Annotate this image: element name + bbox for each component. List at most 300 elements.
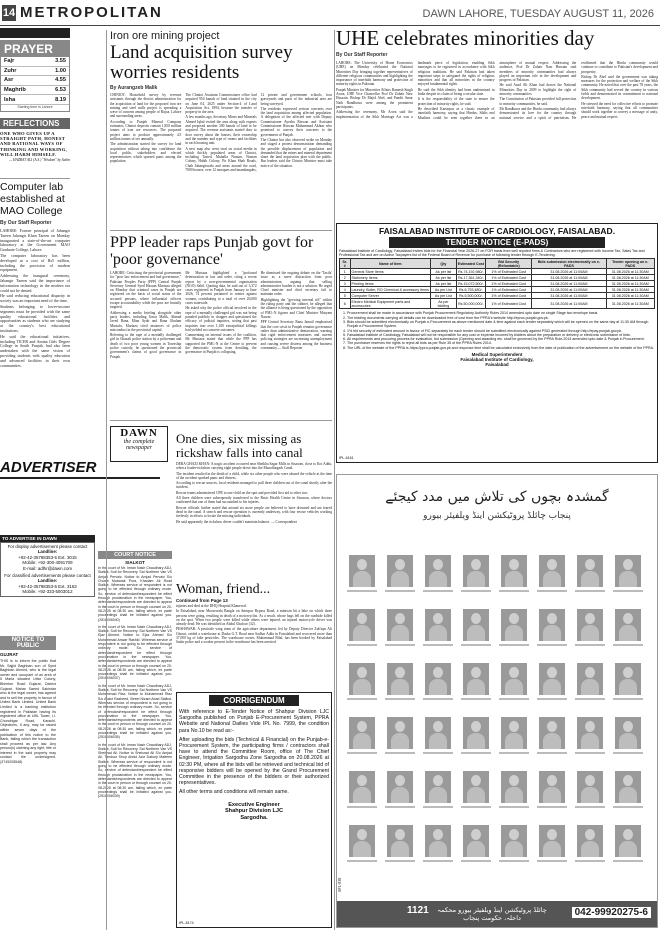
missing-child-photo	[387, 717, 413, 749]
court-notice-item: In the court of Mr. Imran Nasir Chaudhary ADJ, Sialkot, Suit for Recovery. Sai Northern Van VS Ejaz Ahmed. Notice to Ejaz Ahmed S/o Muhammad Anwar Rashid. Whereas service of respondent is not going to be effected through ordinary mode. So, service of defendant/respondent be effect through proclamation in the newspaper. You, defendants/respondents are directed to appear in the court in person or through counsel on 20-08-2026 at 08:30 am, failing which, ex parte proceedings shall be initiated against you. (2516006037)	[98, 624, 172, 681]
missing-child-photo	[501, 663, 527, 695]
photo-caption	[423, 860, 453, 862]
iron-ore-kicker: Iron ore mining project	[110, 30, 220, 42]
missing-child-photo	[577, 663, 603, 695]
missing-child-photo	[501, 609, 527, 641]
photo-caption	[423, 644, 453, 646]
missing-child-photo	[425, 663, 451, 695]
missing-child-photo	[577, 771, 603, 803]
missing-child-photo	[425, 555, 451, 587]
missing-child-photo	[615, 609, 641, 641]
iron-ore-paragraph: A few months ago, Secretary Mines and Minerals Ahmed Iqbal visited the area along with experts and proposed another 300 kanals of land to be acquired. The revenue assistants started door to door survey about the houses, their ownership and the number and type of rooms and facilities in each housing unit.	[185, 115, 257, 146]
prayer-time: 8.19	[55, 96, 66, 103]
photo-caption	[499, 752, 529, 754]
missing-child-photo	[539, 825, 565, 857]
photo-caption	[499, 698, 529, 700]
prayer-time: 3.55	[55, 58, 66, 65]
computer-lab-paragraph: The computer laboratory has been developed at a cost of Rs5 million, including the provision of modern equipment.	[0, 252, 70, 273]
iron-ore-paragraph: According to Punjab Mineral Company estimates, Chiniot deposits contain 1,850 million tonnes of iron ore resources. The proposed project aims to produce approximately 4.5 million tonnes of ore annually.	[110, 119, 182, 141]
photo-caption	[613, 698, 643, 700]
tender-cell: Rs.50,000,000/-	[456, 299, 485, 309]
prayer-row	[1, 67, 69, 77]
tender-note: 1. Procurement shall be made in accordance with Punjab Procurement Regulatory Authority Rules 2014 amended upto date on single Stage two envelope basis.	[347, 311, 655, 315]
tender-cell: As per List	[431, 287, 457, 293]
missing-child-photo	[425, 609, 451, 641]
tender-note: 4. 1% bid security of estimated amount in favour of FIC separately for each tender should be submitted electronically against PSID generated through http://epay.punjab.gov.pk.	[347, 329, 655, 333]
advertise-box-title: TO ADVERTISE IN DAWN	[0, 535, 95, 542]
tender-cell: Rs.15,072,500/-	[458, 281, 484, 286]
photo-caption	[537, 698, 567, 700]
tender-cell: Rs.74,192,980/-	[458, 269, 484, 274]
rickshaw-paragraph: According to rescue sources, local residents managed to pull three children out of the canal shortly after the incident.	[176, 481, 332, 490]
missing-child-photo	[615, 717, 641, 749]
court-title: COURT NOTICE	[98, 551, 172, 559]
rickshaw-headline: One dies, six missing as rickshaw falls into canal	[176, 431, 303, 460]
tender-intro: Faisalabad Institute of Cardiology, Faisalabad invites bids for the Financial Year 2026-27 on FOR basis from well reputed firms & Contractors who are registered with Income Tax, Sales Tax and Professional Tax and are on Active Taxpayers list of the Federal Board of Revenue for purchase of following tender through E-Tendering.	[339, 249, 645, 258]
iron-ore-paragraph: The Chiniot Assistant Commissioner office had acquired 954 kanals of land situated in the city on June 04, 2025 under Section-4 of Land Acquisition Act, 1894, because the transfer of property in the area.	[185, 93, 257, 115]
issue-date: DAWN LAHORE, TUESDAY AUGUST 11, 2026	[422, 8, 654, 20]
tender-cell: 6	[340, 299, 351, 309]
uhe-byline: By Our Staff Reporter	[336, 52, 388, 58]
prayer-time: 1.00	[55, 67, 66, 74]
uhe-paragraph: It is the responsibility of the state to ensure the protection of minority rights, he said.	[417, 97, 495, 106]
tender-cell: 31.08.2026 at 11:00AM	[532, 299, 606, 309]
tender-title: TENDER NOTICE (E-PADS)	[389, 237, 605, 248]
photo-caption	[537, 806, 567, 808]
photo-caption	[347, 644, 377, 646]
photo-caption	[537, 644, 567, 646]
corrigendum-p1: With reference to E-Tender Notice of Shahpur Division LJC Sargodha published on Punjab E-Procurement System, PPRA Website and National Dailies Vide IPL No. 7999, the condition para No.10 be read as:-	[179, 709, 329, 734]
tender-cell: Electro Medical Equipment parts and accessories	[350, 299, 431, 309]
tender-ipl: IPL-6161	[339, 456, 354, 460]
rickshaw-paragraph: DERA GHAZI KHAN: A tragic accident occurred near Sheikha Sagar Mills in Sisawan, close to Kot Addu, when a loader-rickshaw carrying eight people drove into the Muzaffargarh Canal.	[176, 462, 332, 471]
photo-caption	[461, 806, 491, 808]
photo-caption	[385, 752, 415, 754]
woman-body	[176, 604, 332, 645]
photo-caption	[461, 644, 491, 646]
landline-phone-2: +92-42-35788353-5 Ext. 3163	[18, 583, 77, 589]
prayer-name: Zuhr	[4, 67, 17, 74]
tender-cell: 1% of Estimated Cost	[485, 299, 532, 309]
missing-child-photo	[349, 555, 375, 587]
ad-email: E-mail: adlhr@dawn.com	[22, 565, 73, 571]
dawn-ad-tag1: the complete	[123, 439, 155, 445]
corrigendum-sign-title: Executive Engineer	[228, 801, 280, 808]
missing-child-photo	[387, 555, 413, 587]
uhe-headline: UHE celebrates minorities day	[336, 26, 595, 50]
photo-caption	[385, 698, 415, 700]
missing-child-photo	[425, 825, 451, 857]
tender-cell: As per list	[431, 269, 457, 275]
tender-cell: 31.08.2026 at 11:00AM	[532, 287, 606, 293]
urdu-heading: گمشدہ بچوں کی تلاش میں مدد کیجئے	[385, 489, 609, 505]
tender-signature	[339, 352, 655, 367]
prayer-name: Isha	[4, 96, 16, 103]
landline-label-1: Landline:	[37, 549, 58, 555]
iron-ore-paragraph: The Chiniot bar also observed strike on Monday and staged a protest demonstration demanding the possible displacement of population and demanded that the mines and mineral department share the land acquisition plan with the public. Bar leaders said the Chiniot Minister must take notice of the situation.	[260, 137, 332, 168]
advertise-contacts	[0, 542, 95, 597]
missing-child-photo	[539, 717, 565, 749]
mobile-phone-2: Mobile: +92-333-5003012	[22, 589, 73, 595]
missing-child-photo	[501, 717, 527, 749]
landline-label-2: Landline:	[37, 578, 58, 584]
uhe-paragraph: He said Azad Ali Khan had drawn the National Minorities Day in 2009 to highlight the right of minority communities.	[499, 83, 577, 97]
corrigendum-signature	[179, 802, 329, 822]
tender-cell: Rs.5,500,000/-	[456, 293, 485, 299]
tender-cell: 31.08.2026 at 11:30AM	[606, 275, 654, 281]
photo-caption	[575, 860, 605, 862]
photo-caption	[613, 860, 643, 862]
photo-caption	[347, 752, 377, 754]
tender-cell: Laundry, Boiler, RO Chemical & accessory Items	[351, 287, 429, 292]
dawn-ad	[110, 426, 168, 462]
uhe-paragraph: LAHORE: The University of Home Economics (UHE) on Monday celebrated the National Minorities Day bringing together representatives of different religious communities and highlighting the importance of interfaith harmony and protection of minority rights in Pakistan.	[336, 61, 413, 87]
page-number: 14	[2, 7, 16, 19]
missing-child-photo	[501, 771, 527, 803]
tender-note: 2. The bidding documents carrying all details can be downloaded free of cost from the PPRA's website http://eproc.punjab.gov.pk.	[347, 316, 655, 320]
uhe-paragraph: Addressing the ceremony, Mr Arora said the implementation of the Sikh Marriage Act was a landmark piece of legislation, enabling Sikh marriages to be registered in accordance with Sikh religious traditions. He said Pakistan had taken important steps to safeguard the rights of religious minorities and that all minorities in the country enjoyed fundamental rights.	[336, 61, 495, 119]
tender-column-header: Qty	[431, 259, 457, 269]
ppp-paragraph: Highlighting the "growing internal rift" within the ruling party and the cabinet, he alleged that the alliance is being questioned by the opposition of PML-N figures and Chief Minister Maryam Nawaz.	[260, 297, 332, 319]
reflections-source: — HAZRAT ALI (A.S.) "Wisdom" by Salim	[8, 158, 70, 163]
photo-caption	[423, 698, 453, 700]
missing-child-photo	[349, 771, 375, 803]
missing-child-photo	[349, 609, 375, 641]
court-notice-item: In the court of Mr. Imran Nasir Chaudhary ADJ, Sialkot, Suit for Recovery. Sai Northern Van VS Muhammad Riaz. Notice to Muhammad Riaz S/o Abdul Rasheed, Street Nizam Abad Sialkot. Whereas service of respondent is not going to be effected through ordinary mode. So, service of defendant/respondent be effect through proclamation in the newspaper. You, defendants/respondents are directed to appear in the court in person or through counsel on 20-08-2026 at 08:30 am, failing which, ex parte proceedings shall be initiated against you. (2516006035)	[98, 683, 172, 740]
photo-caption	[537, 590, 567, 592]
missing-child-photo	[463, 717, 489, 749]
missing-child-photo	[349, 717, 375, 749]
ppp-paragraph: Referring to the rape of a mentally challenged girl in Ghazali police station by a policeman and death of two poor young women in Township police custody, he questioned the provincial government's claims of good governance in Punjab.	[110, 333, 182, 359]
reflections-quote: ONE WHO GIVES UP A STRAIGHT PATH, HONEST AND RATIONAL WAYS OF THINKING AND WORKING, WILL HARM HIMSELF.	[0, 131, 68, 157]
ppp-paragraph: He dismissed the ongoing debate on the 'Taxila' issue as a mere distraction from poor administration, arguing that selling administrative burden is not a solution. He urged Chief minister and chief secretary fail to maintain order.	[260, 271, 332, 297]
missing-child-photo	[387, 771, 413, 803]
uhe-story	[336, 28, 658, 218]
photo-caption	[575, 590, 605, 592]
tender-sign-org: Faisalabad Institute of Cardiology,	[460, 357, 534, 363]
tender-note: 3. Bids should be submitted electronically on Punjab e-Procurement as above mentioned date & time against each tender separately which will be opened on the same day at 11:30 AM through Punjab e-Procurement System.	[347, 320, 655, 329]
tender-note: 6. All requirements and procuring process for evaluation, bid submission (Opening and awarding etc. shall be governed by the PPRA Rule-2014 amended upto date & Punjab e-Procurement.	[347, 337, 655, 341]
tender-note: 7. The purchaser reserves the rights to reject all bids as per Rule 35 of the PPRA Rules 2014.	[347, 341, 655, 345]
public-notice-text: THIS is to inform the public that Mr. Sajjid Baghban son of Syed Baghban Ahmed, who is the legal owner and occupant of an area of 5 Marla situated Uttar Colony, Bhimber Road Gujarat, District Gujarat. Mahar Saeed Sakindar who is the legal owner, has agreed and to sell the property in favour of United Bank Limited. United Bank Limited is a banking institution registered in Pakistan having its registered office at UBL Tower, I.I. Chundrigar Road, Karachi. Objections, if any, may be raised within seven days of the publication of this notice to the Bank, failing which the transaction shall proceed as per law. Any person(s) claiming any right, title or interest in the said property may contact the undersigned. (3745205548)	[0, 659, 56, 765]
corrigendum-ipl: IPL-8174	[179, 921, 194, 925]
prayer-name: Maghrib	[4, 87, 26, 94]
photo-caption	[385, 860, 415, 862]
prayer-time: 6.53	[55, 87, 66, 94]
prayer-row	[1, 76, 69, 86]
photo-caption	[461, 860, 491, 862]
computer-lab-paragraph: LAHORE: Former principal of Jahangir Tareen Jahangir Khan Tareen on Monday inaugurated a state-of-the-art computer laboratory at the Government MAO Graduate College, Lahore.	[0, 228, 70, 253]
tender-cell: 1% of Estimated Cost	[485, 293, 532, 299]
photo-caption	[499, 644, 529, 646]
prayer-note: Starting time in Lahore	[17, 104, 53, 109]
missing-child-photo	[425, 771, 451, 803]
tender-column-header: Estimated Cost	[456, 259, 485, 269]
rickshaw-body	[176, 462, 332, 524]
page-header	[0, 0, 660, 26]
rickshaw-paragraph: The incident resulted in the death of a child, while six other people who were aboard the vehicle at the time of the accident sparked panic and distress.	[176, 471, 332, 480]
uhe-paragraph: He said the Sikh identity had been undermined in India despite its claim of being a secular state.	[417, 87, 495, 97]
photo-caption	[537, 860, 567, 862]
uhe-paragraph: The Constitution of Pakistan provided full protection to minority communities, he said.	[499, 97, 577, 106]
tender-sign-title: Medical Superintendent	[471, 352, 523, 358]
missing-child-photo	[387, 825, 413, 857]
tender-org: FAISALABAD INSTITUTE OF CARDIOLOGY, FAISALABAD.	[378, 226, 616, 236]
missing-child-photo	[501, 825, 527, 857]
computer-lab-body	[0, 229, 70, 368]
photo-caption	[613, 590, 643, 592]
rickshaw-paragraph: Rescue officials further stated that around six more people are believed to have drowned and are feared dead in the canal. A search and rescue operation is currently underway, with four rescue vehicles working tirelessly in efforts to locate the missing individuals.	[176, 505, 332, 519]
advertiser-block	[0, 459, 97, 627]
photo-caption	[423, 752, 453, 754]
ppp-paragraph: Addressing a media briefing alongside other party leaders, including Umar Malik, Ahmad Javed Rana, Mian Ayub and Rana Ghulam Mustafa, Murtaza cited instances of police misconduct in the provincial capital.	[110, 310, 182, 332]
photo-caption	[385, 806, 415, 808]
iron-ore-byline: By Aurangzeb Malik	[110, 85, 158, 91]
tender-cell: As per list	[431, 281, 457, 287]
missing-child-photo	[577, 825, 603, 857]
tender-cell: 1% of Estimated Cost	[485, 275, 532, 281]
missing-child-photo	[577, 555, 603, 587]
tender-cell: As per list	[431, 275, 457, 281]
tender-cell: 1	[340, 269, 351, 275]
tender-cell: Stationery Items	[350, 275, 431, 281]
tender-cell: 5	[340, 293, 351, 299]
tender-cell: 31.08.2026 at 11:30AM	[606, 299, 654, 309]
tender-notice	[336, 223, 658, 463]
tender-column-header: Tender opening on e-PADS	[606, 259, 654, 269]
prayer-time: 4.55	[55, 77, 66, 84]
missing-child-photo	[615, 825, 641, 857]
tender-column-header: Bids submission electronically on e-PADS	[532, 259, 606, 269]
woman-paragraph: In Faisalabad, near Moosewala Bangla on Amirpur Bypass Road, a minivan hit a bike on which three persons were going, resulting in death of a motorcyclist. As a result, whose bags fell on the roadside killed on the spot. When two people were killed while others were injured, an injured motorcycle driver was already dead. He was identified as Abdul Ghafoor (32).	[176, 609, 332, 627]
missing-child-photo	[539, 609, 565, 641]
dawn-ad-logo: DAWN	[120, 427, 158, 439]
helpline-number: 1121	[407, 905, 429, 916]
missing-child-photo	[615, 555, 641, 587]
spl-code: SPL-838	[337, 877, 342, 892]
landline-phone-1: +92-42-35788353-5 Ext. 3015	[18, 554, 77, 560]
missing-child-photo	[615, 663, 641, 695]
woman-paragraph: injuries and died at the DHQ Hospital Khanewal.	[176, 604, 247, 608]
missing-child-photo	[463, 663, 489, 695]
ppp-paragraph: PPP Central Secretary Rana Jamail emphasised that the core crisis in Punjab remains governance rather than administrative demarcation, warning that rigid enforcement measures and current policing strategies are increasing unemployment and causing severe distress among the business community.— Staff Reporter	[260, 320, 332, 351]
iron-ore-paragraph: A new map also went viral on social media in which thickly populated areas of Chiniot, including Tasted, Muhalla Noman, Noman Colony, Habib Colony, Pir Khan Shah Roads, Chah Jahangirwala and areas around the road, 7000 houses; over 12 mosques and imambargahs, 12 private and government schools, four graveyards and parts of the industrial area are being surveyed.	[185, 93, 332, 173]
display-head: For display advertisement please contact	[7, 544, 88, 549]
prayer-row	[1, 86, 69, 96]
reflections-title: REFLECTIONS	[0, 118, 70, 129]
ppp-story	[110, 234, 332, 414]
missing-child-photo	[463, 825, 489, 857]
photo-caption	[347, 806, 377, 808]
tender-cell: 31.08.2026 at 11:00AM	[532, 269, 606, 275]
ppp-paragraph: LAHORE: Criticising the provincial government for "poor law enforcement and bad governance," Pakistan Peoples Party (PPP) Central Punjab Secretary General Syed Hassan Murtaza alleged on Monday that criminal cases in Punjab are registered on the basis of social status of the accused persons, where influential officers escape accountability while the poor are brutally targeted.	[110, 271, 182, 310]
tender-cell: Rs.6,753,480/-	[456, 287, 485, 293]
tender-cell: 31.08.2026 at 11:30AM	[606, 287, 654, 293]
ppp-headline: PPP leader raps Punjab govt for 'poor governance'	[110, 234, 314, 268]
tender-column-header: Sr. #	[340, 259, 351, 269]
computer-lab-paragraph: Students belonging to lower-income segments must be provided with the same quality educational facilities and opportunities as students who are studying at the country's best educational institutions.	[0, 303, 70, 333]
tender-cell: 1% of Estimated Cost	[485, 287, 532, 293]
court-notice-item: In the court of Mr. Imran Nasir Chaudhary ADJ, Sialkot, Suit for Recovery. Sai Northern Van VS Amjad Pervaiz. Notice to Amjad Pervaiz S/o Chowk Mubarak Pura, Khadam Ali Road Sialkot. Whereas service of respondent is not going to be effected through ordinary mode. So, service of defendant/respondent be effect through proclamation in the newspaper. You, defendants/respondents are directed to appear in the court in person or through counsel on 20-08-2026 at 08:30 am, failing which, ex parte proceedings shall be initiated against you. (2516006040)	[98, 566, 172, 622]
photo-caption	[461, 590, 491, 592]
iron-ore-paragraph: The residents expressed serious concerns over the land acquisition among affected population. A delegation of the affected met with Deputy Commissioner Ayesha Rizwan and Assistant Commissioner Rizwan Muhammad Akhtar who promised to convey their concerns to the government of Punjab.	[260, 106, 332, 137]
missing-children-ad	[336, 474, 658, 928]
iron-ore-story	[110, 30, 332, 230]
phone-number: 042-99920275-6	[572, 907, 651, 918]
iron-ore-paragraph: The administration started the survey for land acquisition without taking into confidence the local public, stakeholders and elected representatives which spurred panic among the population.	[110, 142, 182, 164]
tender-cell: 2	[340, 275, 351, 281]
classified-head: For classified advertisements please contact	[4, 573, 91, 579]
urdu-footer-text: چائلڈ پروٹیکشن اینڈ ویلفیئر بیورو محکمہ داخلہ، حکومت پنجاب	[437, 906, 547, 922]
public-notice-title: NOTICE TO PUBLIC	[0, 636, 56, 650]
missing-child-photo	[349, 663, 375, 695]
tender-cell: 1% of Estimated Cost	[485, 281, 532, 287]
corrigendum-p2: After uploading the bids (Technical & Financial) on the Punjab-e-Procurement System, the participating firms / contractors shall have to attend the Committee Room, office of The Chief Engineer, Irrigation Sargodha Zone Sargodha on 20.08.2026 at 02:30 PM, where all the bids will be retrieved and technical bid of responsive bidders will be opened by the Grand Procurement Committee in the presence of the bidders or their authorized representatives.	[179, 736, 329, 787]
tender-cell: As per List	[431, 293, 457, 299]
corrigendum-sign-city: Sargodha.	[240, 814, 268, 821]
computer-lab-paragraph: He said reducing educational disparity in society was an important need of the time.	[0, 293, 70, 304]
corrigendum-title: CORRIGENDUM	[209, 695, 299, 706]
prayer-row	[1, 57, 69, 67]
photo-caption	[385, 644, 415, 646]
photo-caption	[575, 698, 605, 700]
computer-lab-headline: Computer lab established at MAO College	[0, 181, 65, 217]
photo-caption	[537, 752, 567, 754]
missing-child-photo	[387, 609, 413, 641]
reflections-box	[0, 118, 70, 174]
court-notice-item: In the court of Mr. Imran Nasir Chaudhary ADJ, Sialkot, Suit for Recovery. Sai Northern Van VS Shehzad Ali. Notice to Shehzad Ali S/o Amjad Ali, Tandoor Shop Abdul Aziz Daburji Matteen Sialkot. Whereas service of respondent is not going to be effected through ordinary mode. So, service of defendant/respondent be effect through proclamation in the newspaper. You, defendants/respondents are directed to appear in the court in person or through counsel on 20-08-2026 at 08:30 am, failing which, ex parte proceedings shall be initiated against you. (2516006039)	[98, 742, 172, 799]
missing-child-photo	[501, 555, 527, 587]
tender-table	[339, 258, 655, 309]
tender-cell: 1% of Estimated Cost	[485, 269, 532, 275]
uhe-paragraph: He described Kartarpur as a classic example of interfaith harmony, saying that Hindus, Sikhs and Muslims could be seen together there in an atmosphere of mutual respect. Addressing the audience, Prof Dr Zubair Nasr Hussain said members of minority communities had always played an important role in the development and progress of Pakistan.	[417, 61, 577, 120]
tender-cell: 31.08.2026 at 11:00AM	[532, 293, 606, 299]
corrigendum	[176, 692, 332, 928]
tender-sign-city: Faisalabad	[485, 362, 509, 368]
photo-caption	[575, 644, 605, 646]
computer-lab-byline: By Our Staff Reporter	[0, 220, 52, 226]
tender-column-header: Bid Security (Refundable)	[485, 259, 532, 269]
tender-notes	[339, 311, 655, 350]
advertiser-title: ADVERTISER	[0, 459, 160, 479]
tender-column-header: Name of Item	[350, 259, 431, 269]
photo-caption	[499, 860, 529, 862]
missing-child-photo	[539, 771, 565, 803]
tender-cell: 31.08.2026 at 11:30AM	[606, 281, 654, 287]
photo-caption	[423, 590, 453, 592]
woman-story	[176, 583, 332, 689]
dawn-ad-tag2: newspaper	[126, 445, 152, 451]
woman-headline: Woman, friend...	[176, 582, 271, 597]
missing-child-photo	[463, 609, 489, 641]
photo-caption	[461, 698, 491, 700]
missing-child-photo	[577, 609, 603, 641]
uhe-paragraph: Bishop Dr Abel said the government was taking measures for the protection and welfare of the Sikh community. He noted that over the past 78 years, the Sikh community had served the country in various fields and demonstrated its commitment to national development.	[581, 74, 658, 101]
photo-caption	[575, 806, 605, 808]
photo-caption	[347, 698, 377, 700]
photo-caption	[613, 644, 643, 646]
tender-cell: 31.08.2026 at 11:00AM	[532, 275, 606, 281]
photo-caption	[613, 752, 643, 754]
ppp-body	[110, 271, 332, 411]
court-notice	[98, 551, 172, 927]
woman-continued: Continued from Page 13	[176, 598, 228, 603]
tender-cell: 31.08.2026 at 11:30AM	[606, 293, 654, 299]
prayer-name: Fajr	[4, 58, 15, 65]
rickshaw-story	[176, 432, 332, 582]
tender-cell: As per bidding	[431, 299, 457, 309]
urdu-footer-bar	[337, 901, 657, 927]
uhe-paragraph: Mr Randhawa and the Hindu community had always demonstrated its love for the country through national service and a spirit of patriotism. He reaffirmed that the Hindu community would continue to contribute to Pakistan's development and prosperity.	[499, 61, 658, 120]
prayer-table	[1, 57, 69, 105]
public-notice-place: GUJRAT	[0, 652, 19, 657]
uhe-paragraph: He stressed the need for collective efforts to promote interfaith harmony, saying that all communities should work together to convey a message of unity, peace and mutual respect.	[581, 101, 658, 119]
missing-child-photo	[463, 555, 489, 587]
missing-children-photos	[345, 555, 651, 885]
iron-ore-paragraph: CHINIOT: Household survey by revenue assistants through the district administration for the acquisition of land for the proposed iron ore mining and steel mills project is spreading a wave of concern among people of Rajoa, Lahore and surrounding areas.	[110, 93, 182, 119]
tender-row	[340, 299, 655, 309]
mobile-phone-1: Mobile: +92-300-4091709	[22, 560, 73, 566]
rickshaw-paragraph: He said apparently the rickshaw driver couldn't maintain balance. — Correspondent	[176, 519, 297, 524]
tender-cell: Printing Items	[350, 281, 431, 287]
photo-caption	[575, 752, 605, 754]
public-notice	[0, 636, 56, 932]
tender-cell: 3	[340, 281, 351, 287]
prayer-name: Asr	[4, 77, 14, 84]
photo-caption	[347, 590, 377, 592]
photo-caption	[347, 860, 377, 862]
court-place: SIALKOT	[125, 560, 145, 565]
tender-cell: Rs.17,361,340/-	[458, 275, 484, 280]
ppp-paragraph: Mr Murtaza highlighted a "profound deterioration in law and order, citing a recent report by a non-governmental organisation (NGO) Sahil. Quoting data, he said out of 3,372 cases registered in Punjab from January to June 2026, 74 percent pertained to crimes against women, contributing to a total of over 20,000 cases statewide.	[185, 271, 257, 306]
section-title: METROPOLITAN	[20, 4, 163, 21]
computer-lab-paragraph: He said the educational initiatives, including TICER and Amina Girls Degree College in South Punjab, had also been undertaken with the same vision of providing students with quality education and advanced facilities in their own communities.	[0, 333, 70, 368]
tender-cell: 31.08.2026 at 11:30AM	[606, 269, 654, 275]
missing-child-photo	[425, 717, 451, 749]
missing-child-photo	[615, 771, 641, 803]
urdu-sub: پنجاب چائلڈ پروٹیکشن اینڈ ویلفیئر بیورو	[423, 511, 571, 521]
uhe-paragraph: Punjab Minister for Minorities Affairs Ramesh Singh Arora, UHE Vice Chancellor Prof Dr Zubair Nasr Hussain, Bishop Dr Majid Abel, and Pandit Amar Nath Randhawa were among the prominent participants.	[336, 87, 413, 109]
prayer-title: PRAYER	[1, 41, 69, 57]
photo-caption	[613, 806, 643, 808]
tender-cell: General Store Items	[350, 269, 431, 275]
photo-caption	[461, 752, 491, 754]
missing-child-photo	[577, 717, 603, 749]
missing-child-photo	[539, 663, 565, 695]
corrigendum-sign-division: Shahpur Division LJC	[224, 808, 284, 815]
iron-ore-headline: Land acquisition survey worries residents	[110, 42, 293, 83]
missing-child-photo	[349, 825, 375, 857]
rickshaw-paragraph: Rescue teams administered CPR to one child on the spot and provided first aid to other two.	[176, 490, 309, 495]
photo-caption	[385, 590, 415, 592]
computer-lab-paragraph: Addressing the inaugural ceremony, Jahangir Tareen said the importance of information technology in the modern era could not be denied.	[0, 273, 70, 293]
tender-note: 8. The URL of the website of the PPRA is https://ppra.punjab.gov.pk and response time shall be calculated exclusively from the date of publication of the advertisement on the website of the PPRA.	[347, 346, 655, 350]
ppp-paragraph: Commenting on internal issues of the coalition, Mr Murtaza stated that while the PPP has supported the PML-N at the Centre to prevent the democratic system from derailing, the governance in Punjab is collapsing.	[185, 333, 257, 355]
uhe-body	[336, 61, 658, 219]
missing-child-photo	[387, 663, 413, 695]
photo-caption	[499, 590, 529, 592]
tender-note: 5. Faisalabad Institute of Cardiology, Faisalabad will not be responsible for any cost or expense incurred by bidders about the preparation or delivery or electronic submission of bids.	[347, 333, 655, 337]
ppp-paragraph: He asked why the police official involved in the rape of a mentally challenged girl was not being paraded publicly in chapper and questioned the efficacy of judicial inquiries, noting that past inquiries into over 1,100 extrajudicial killings had yielded no concrete outcomes.	[185, 306, 257, 332]
missing-child-photo	[463, 771, 489, 803]
photo-caption	[499, 806, 529, 808]
corrigendum-p3: All other terms and conditions will remain same.	[179, 789, 289, 796]
woman-paragraph: PESHAWAR: A pesticide wing team of the agriculture department, led by Deputy Director Zulfiqar Ali Ghouri, raided a warehouse at Daska G.T. Road near Sadhar Adda in Faisalabad and recovered more than 37,000 kg of fake pesticides. The warehouse owner, Muhammad Bilal, has been booked by Faisalabad Sadar police and a worker present in the warehouse has been arrested.	[176, 627, 332, 645]
photo-caption	[423, 806, 453, 808]
rickshaw-paragraph: All three children were subsequently transferred to the Basic Health Centre in Sisawan, where doctors confirmed that one of them had succumbed to his injuries.	[176, 496, 332, 505]
iron-ore-body	[110, 93, 332, 243]
tender-cell: 31.08.2026 at 11:00AM	[532, 281, 606, 287]
